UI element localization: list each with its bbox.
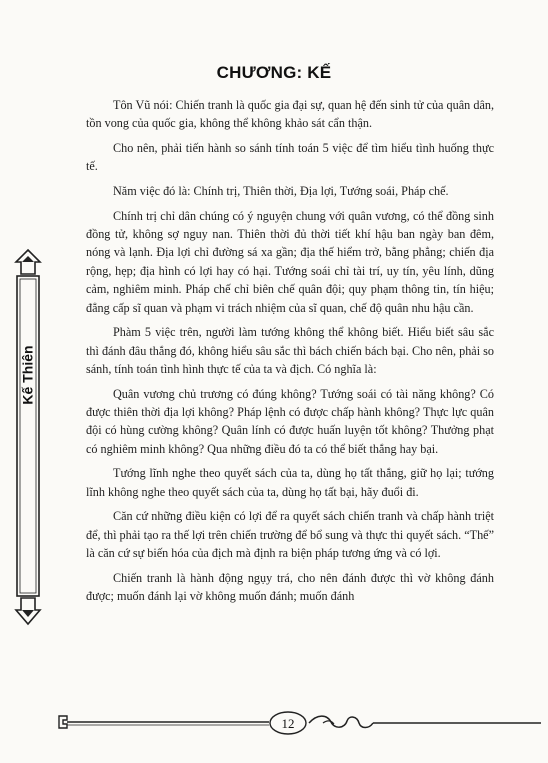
- page-number: 12: [281, 716, 295, 731]
- paragraph: Chính trị chỉ dân chúng có ý nguyện chung với quân vương, có thể đồng sinh đồng tử, không sợ nguy nan. Thiên thời đủ thời tiết khí hậu ban ngày ban đêm, nóng và lạnh. Địa lợi chỉ đường sá xa gần; địa thế hiểm trở, bằng phẳng; chiến địa rộng, hẹp; địa hình có lợi hay có hại. Tướng soái chỉ tài trí, uy tín, yêu lính, dũng cảm, nghiêm minh. Pháp chế chỉ biên chế quân đội; quy phạm thông tin, tín hiệu; đẳng cấp sĩ quan và phạm vi trách nhiệm của sĩ quan, chế độ quân nhu hậu cần.: [86, 208, 494, 315]
- body-text: [86, 96, 494, 612]
- paragraph: Căn cứ những điều kiện có lợi để ra quyết sách chiến tranh và chấp hành triệt để, thì phải tạo ra thế lợi trên chiến trường để bổ sung và thực thi quyết sách. “Thế” là căn cứ sự biến hóa của địch mà định ra biện pháp tương ứng và có lợi.: [86, 509, 494, 561]
- paragraph: Chiến tranh là hành động ngụy trá, cho nên đánh được thì vờ không đánh được; muốn đánh lại vờ không muốn đánh; muốn đánh: [86, 570, 494, 604]
- paragraph: Phàm 5 việc trên, người làm tướng không thể không biết. Hiểu biết sâu sắc thì đánh đâu thắng đó, không hiểu sâu sắc thì bách chiến bách bại. Cho nên, phải so sánh, tính toán tình hình thực tế của ta và địch. Có nghĩa là:: [86, 325, 494, 377]
- side-ornament-frame: [13, 248, 43, 626]
- paragraph: Năm việc đó là: Chính trị, Thiên thời, Địa lợi, Tướng soái, Pháp chế.: [113, 184, 449, 198]
- paragraph: Tướng lĩnh nghe theo quyết sách của ta, dùng họ tất thắng, giữ họ lại; tướng lĩnh không nghe theo quyết sách của ta, dùng họ tất bại, hãy đuổi đi.: [86, 466, 494, 499]
- paragraph: Tôn Vũ nói: Chiến tranh là quốc gia đại sự, quan hệ đến sinh tử của quân dân, tồn vong của quốc gia, không thể không khảo sát cẩn thận.: [86, 98, 494, 131]
- paragraph: Quân vương chủ trương có đúng không? Tướng soái có tài năng không? Có được thiên thời địa lợi không? Pháp lệnh có được chấp hành không? Thực lực quân đội có hùng cường không? Quân lính có được huấn luyện tốt không? Thưởng phạt có nghiêm minh không? Qua những điều đó ta có thể biết thắng hay bại.: [86, 386, 494, 456]
- side-tab-label: [15, 335, 41, 415]
- chapter-title: CHƯƠNG: KẾ: [216, 63, 332, 82]
- paragraph: Cho nên, phải tiến hành so sánh tính toán 5 việc để tìm hiểu tình huống thực tế.: [86, 141, 494, 174]
- side-tab-text: Kế Thiên: [20, 345, 36, 405]
